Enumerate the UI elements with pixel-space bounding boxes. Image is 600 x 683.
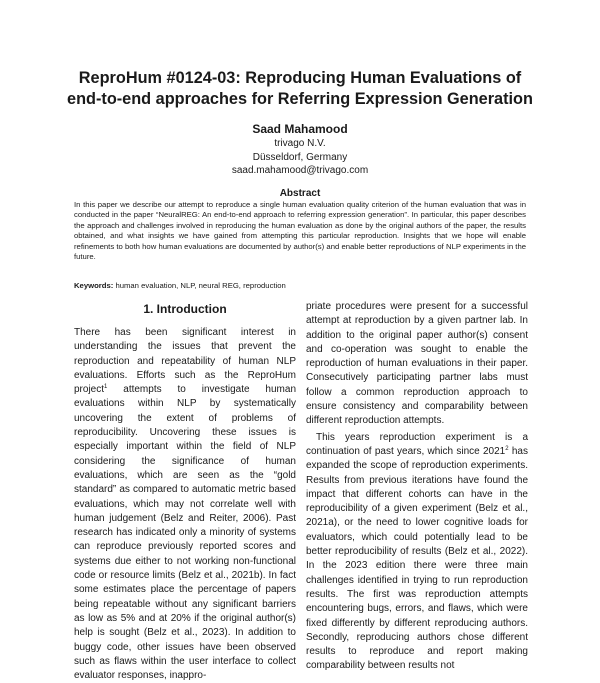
footnote-marker-2: 2 — [505, 445, 509, 452]
keywords-text: human evaluation, NLP, neural REG, reproduction — [115, 281, 286, 290]
title-line-1: ReproHum #0124-03: Reproducing Human Evaluations of — [78, 69, 522, 87]
title-line-2: end-to-end approaches for Referring Expression Generation — [67, 89, 533, 108]
left-column — [74, 300, 296, 682]
intro-paragraph-2 — [306, 431, 528, 674]
intro-paragraph-1-cont: priate procedures were present for a successful attempt at reproduction by a given partner lab. In addition to the original paper author(s) consent and co-operation was sought to enable the reproduction of human evaluations in their paper. Consecutively participating partner labs must follow a common reproduction approach to ensure consistency and comparability between different reproduction attempts. — [306, 301, 528, 427]
intro-p1-text-a: There has been significant interest in understanding the issues that prevent the reproduction and repeatability of human NLP evaluations. Efforts such as the ReproHum project — [74, 327, 296, 396]
author-location: Düsseldorf, Germany — [252, 151, 348, 163]
footnote-marker-1: 1 — [104, 384, 108, 391]
author-email: saad.mahamood@trivago.com — [231, 165, 369, 176]
author-affiliation: trivago N.V. — [274, 138, 326, 149]
author-block — [150, 122, 450, 178]
paper-title — [60, 68, 540, 109]
abstract-heading: Abstract — [279, 188, 321, 199]
keywords-line — [74, 281, 526, 291]
intro-p2-text-a: This years reproduction experiment is a continuation of past years, which since 2021 — [306, 431, 528, 457]
keywords-label: Keywords: — [74, 281, 114, 290]
intro-paragraph-1 — [74, 326, 296, 683]
abstract-text: In this paper we describe our attempt to reproduce a single human evaluation quality criterion of the human evaluation that was in conducted in the paper “NeuralREG: An end-to-end approach to referring expression generation”. In particular, this paper describes the approach and challenges involved in reproducing the human evaluation as done by the original authors of the paper, the results obtained, and what insights we have gained from attempting this particular reproduction. Insights that we hope will enable refinements to both how human evaluations are documented by author(s) and enable better reproductions of NLP experiments in the future. — [74, 200, 526, 262]
intro-p2-text-b: has expanded the scope of reproduction experiments. Results from previous iterations have found the impact that different cohorts can have in the reproducibility of a given experiment (Belz et al., 2021a), or the need to lower cognitive loads for evaluators, which could potentially lead to be better reproducibility of results (Belz et al., 2022). In the 2023 edition there were three main challenges identified in trying to run reproduction results. The first was reproduction attempts encountering bugs, errors, and flaws, which were fixed differently by different reproducing authors. Secondly, reproducing authors chose different results to reproduce and report making comparability between results not — [306, 445, 528, 672]
section-heading-introduction: 1. Introduction — [143, 302, 227, 316]
author-name: Saad Mahamood — [252, 122, 348, 136]
right-column — [306, 300, 528, 672]
intro-p1-text-b: attempts to investigate human evaluations within NLP by systematically uncovering the extent of problems of reproducibility. Uncovering these issues is especially important within the field of NLP considering the significance of human evaluations, which are seen as the “gold standard” as compared to automatic metric based evaluations, which may not correlate well with human judgement (Belz and Reiter, 2006). Past research has indicated only a minority of systems can reproduce previously reported scores and systems due either to not working non-functional code or resource limits (Belz et al., 2021b). In fact some estimates place the percentage of papers being repeatable without any significant barriers as low as 5% and at 20% if the original author(s) help is sought (Belz et al., 2023). In addition to buggy code, other issues have been observed such as flaws within the user interface to collect evaluator responses, inappro- — [74, 384, 296, 682]
